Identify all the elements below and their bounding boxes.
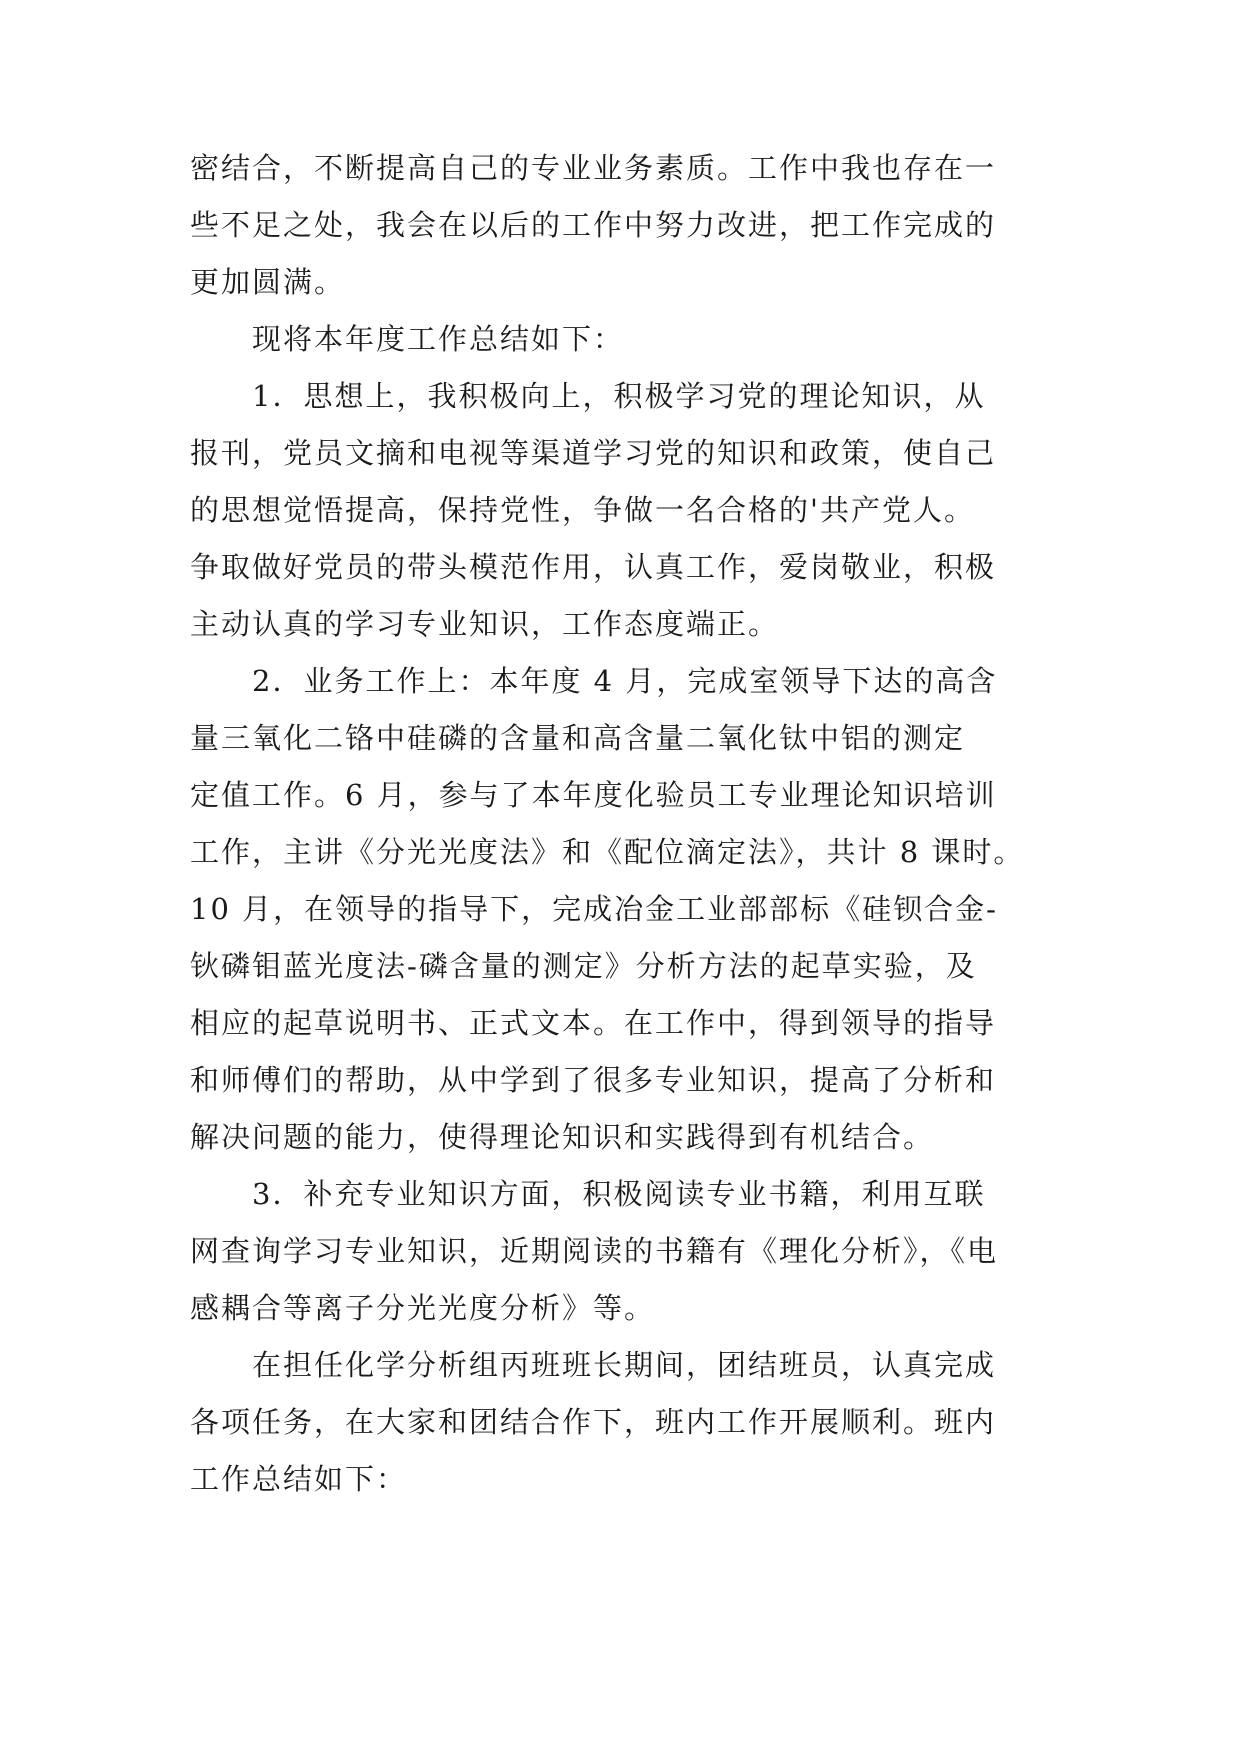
text-line: 量三氧化二铬中硅磷的含量和高含量二氧化钛中铝的测定 xyxy=(190,721,966,755)
text-line: 1．思想上，我积极向上，积极学习党的理论知识，从 xyxy=(252,379,986,413)
text-line: 10 月，在领导的指导下，完成冶金工业部部标《硅钡合金- xyxy=(190,892,998,926)
text-line: 主动认真的学习专业知识，工作态度端正。 xyxy=(190,607,780,641)
text-line: 些不足之处，我会在以后的工作中努力改进，把工作完成的 xyxy=(190,208,997,242)
text-line: 在担任化学分析组丙班班长期间，团结班员，认真完成 xyxy=(252,1348,997,1382)
text-line: 解决问题的能力，使得理论知识和实践得到有机结合。 xyxy=(190,1120,935,1154)
text-line: 各项任务，在大家和团结合作下，班内工作开展顺利。班内 xyxy=(190,1405,997,1439)
text-line: 相应的起草说明书、正式文本。在工作中，得到领导的指导 xyxy=(190,1006,997,1040)
text-line: 3．补充专业知识方面，积极阅读专业书籍，利用互联 xyxy=(252,1177,986,1211)
text-line: 和师傅们的帮助，从中学到了很多专业知识，提高了分析和 xyxy=(190,1063,997,1097)
text-line: 报刊，党员文摘和电视等渠道学习党的知识和政策，使自己 xyxy=(190,436,997,470)
text-line: 感耦合等离子分光光度分析》等。 xyxy=(190,1291,656,1325)
text-line: 网查询学习专业知识，近期阅读的书籍有《理化分析》，《电 xyxy=(190,1234,999,1268)
text-line: 更加圆满。 xyxy=(190,265,346,299)
text-line: 工作总结如下： xyxy=(190,1462,408,1496)
text-line: 定值工作。6 月，参与了本年度化验员工专业理论知识培训 xyxy=(190,778,997,812)
text-line: 2．业务工作上：本年度 4 月，完成室领导下达的高含 xyxy=(252,664,998,698)
text-line: 工作，主讲《分光光度法》和《配位滴定法》，共计 8 课时。 xyxy=(190,835,1025,869)
text-line: 现将本年度工作总结如下： xyxy=(252,322,625,356)
text-line: 争取做好党员的带头模范作用，认真工作，爱岗敬业，积极 xyxy=(190,550,997,584)
text-line: 密结合，不断提高自己的专业业务素质。工作中我也存在一 xyxy=(190,151,997,185)
text-line: 的思想觉悟提高，保持党性，争做一名合格的'共产党人。 xyxy=(190,493,975,527)
text-line: 钬磷钼蓝光度法-磷含量的测定》分析方法的起草实验，及 xyxy=(190,949,977,983)
